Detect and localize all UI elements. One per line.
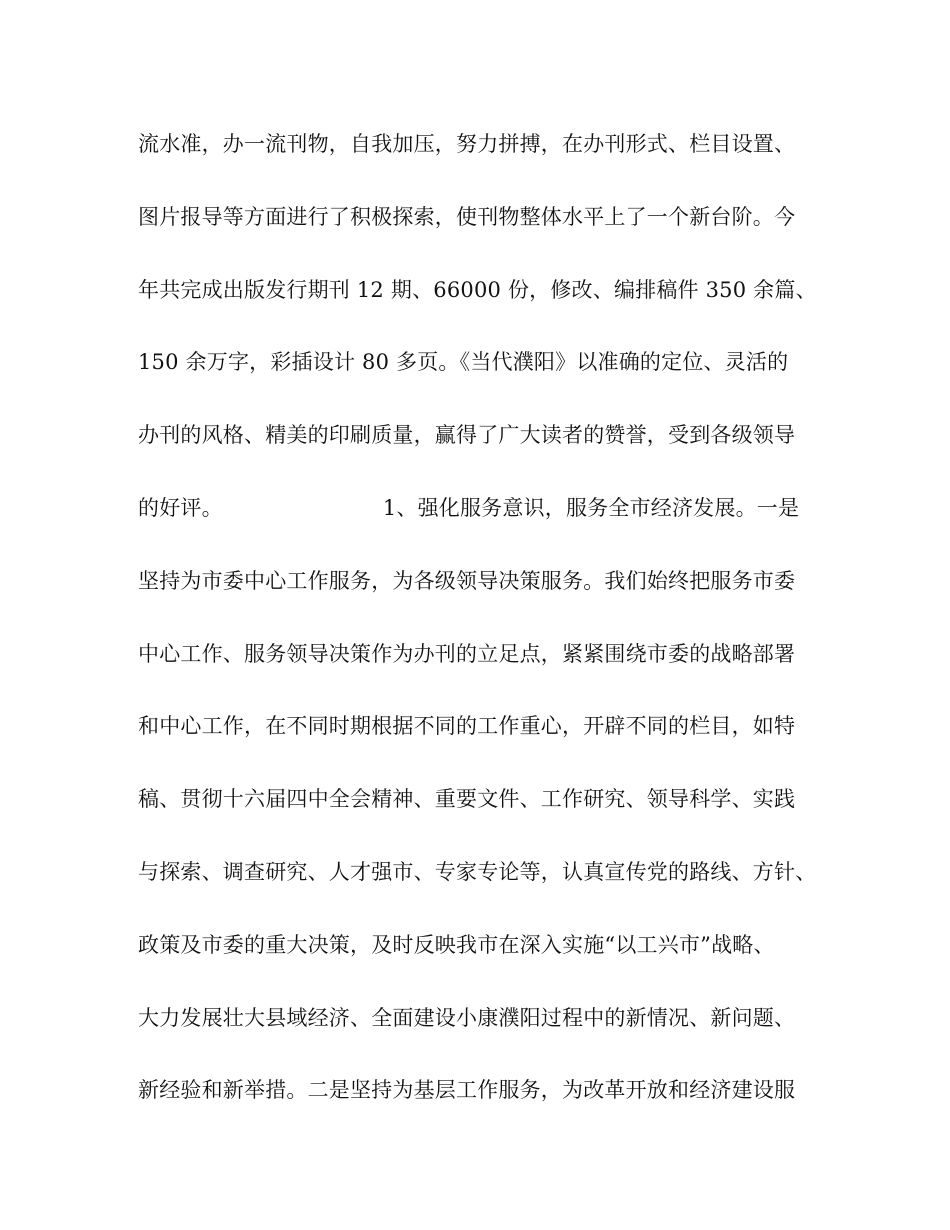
text-line-1: 流水准，办一流刊物，自我加压，努力拼搏，在办刊形式、栏目设置、 xyxy=(138,132,796,156)
text-line-13: 大力发展壮大县域经济、全面建设小康濮阳过程中的新情况、新问题、 xyxy=(138,1005,796,1030)
text-line-9: 和中心工作，在不同时期根据不同的工作重心，开辟不同的栏目，如特 xyxy=(138,714,796,739)
text-line-4: 150 余万字，彩插设计 80 多页。《当代濮阳》以准确的定位、灵活的 xyxy=(138,350,789,375)
text-line-3: 年共完成出版发行期刊 12 期、66000 份，修改、编排稿件 350 余篇、 xyxy=(138,277,817,302)
text-line-14: 新经验和新举措。二是坚持为基层工作服务，为改革开放和经济建设服 xyxy=(138,1078,796,1103)
paragraph-end: 的好评。 xyxy=(138,495,223,520)
text-line-11: 与探索、调查研究、人才强市、专家专论等，认真宣传党的路线、方针、 xyxy=(138,859,817,884)
body-text xyxy=(138,124,838,1143)
text-line-8: 中心工作、服务领导决策作为办刊的立足点，紧紧围绕市委的战略部署 xyxy=(138,641,796,666)
section-heading: 1、强化服务意识，服务全市经济发展。一是 xyxy=(382,495,800,520)
text-line-7: 坚持为市委中心工作服务，为各级领导决策服务。我们始终把服务市委 xyxy=(138,568,796,593)
text-line-6 xyxy=(138,488,838,561)
text-line-12: 政策及市委的重大决策，及时反映我市在深入实施“以工兴市”战略、 xyxy=(138,932,775,957)
text-line-5: 办刊的风格、精美的印刷质量，赢得了广大读者的赞誉，受到各级领导 xyxy=(138,423,796,448)
text-line-10: 稿、贯彻十六届四中全会精神、重要文件、工作研究、领导科学、实践 xyxy=(138,787,796,812)
text-line-2: 图片报导等方面进行了积极探索，使刊物整体水平上了一个新台阶。今 xyxy=(138,204,796,229)
